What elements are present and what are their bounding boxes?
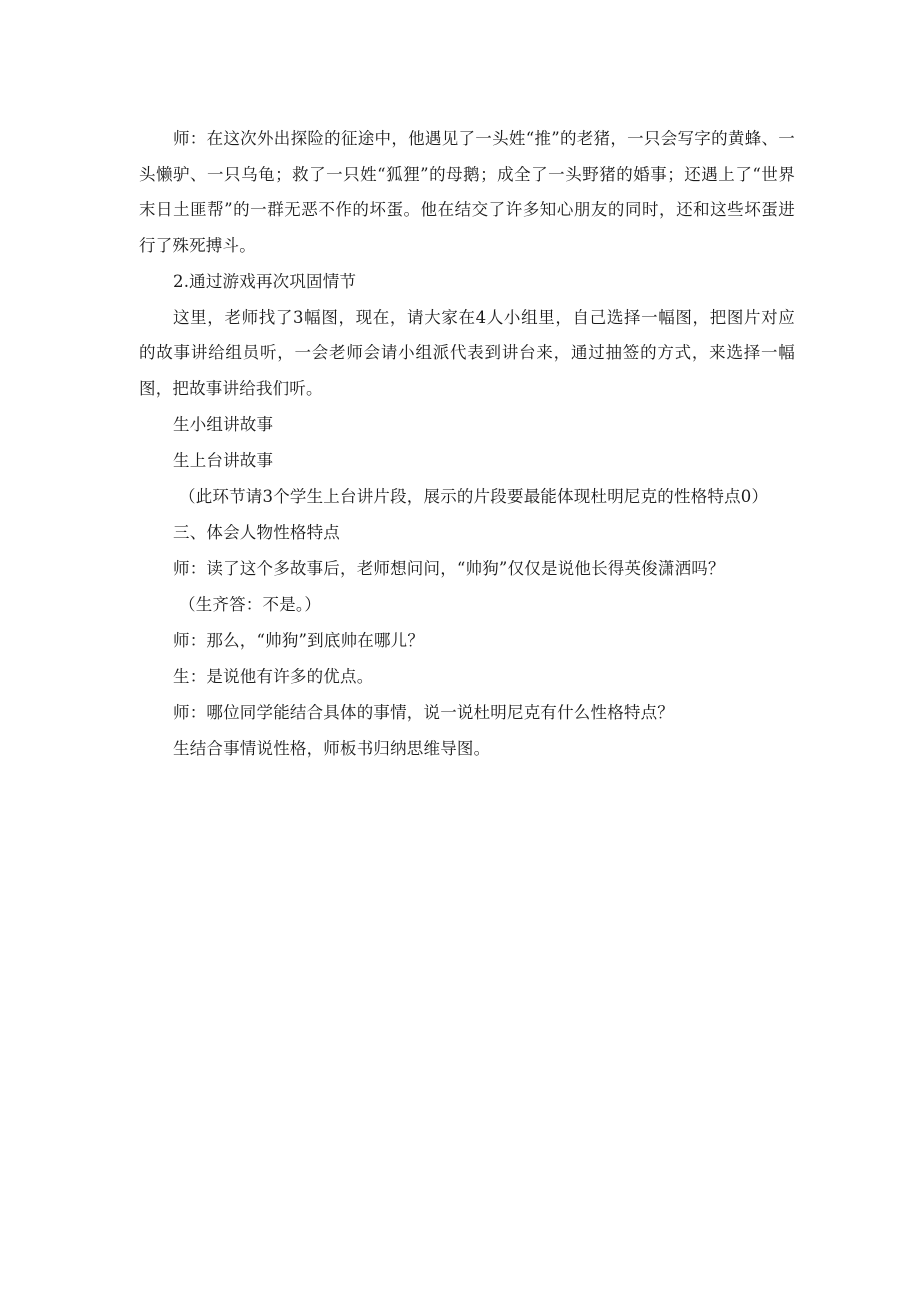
paragraph-teacher-journey: 师：在这次外出探险的征途中，他遇见了一头姓“推”的老猪，一只会写字的黄蜂、一头懒驴、一只乌龟；救了一只姓“狐狸”的母鹅；成全了一头野猪的婚事；还遇上了“世界末日土匪帮”的一群无恶不作的坏蛋。他在结交了许多知心朋友的同时，还和这些坏蛋进行了殊死搏斗。 [139, 129, 795, 255]
paragraph-student-answer-2: 生：是说他有许多的优点。 [173, 666, 374, 686]
paragraph-teacher-question-3: 师：哪位同学能结合具体的事情，说一说杜明尼克有什么性格特点？ [173, 702, 674, 722]
paragraph-note: （此环节请3个学生上台讲片段，展示的片段要最能体现杜明尼克的性格特点0） [179, 486, 769, 506]
paragraph-group-story: 生小组讲故事 [173, 414, 274, 434]
paragraph-teacher-question-2: 师：那么，“帅狗”到底帅在哪儿？ [173, 630, 425, 650]
paragraph-summary: 生结合事情说性格，师板书归纳思维导图。 [173, 738, 491, 758]
paragraph-picture-activity: 这里，老师找了3幅图，现在，请大家在4人小组里，自己选择一幅图，把图片对应的故事讲给组员听，一会老师会请小组派代表到讲台来，通过抽签的方式，来选择一幅图，把故事讲给我们听。 [139, 307, 795, 398]
heading-game-review: 2.通过游戏再次巩固情节 [173, 271, 357, 291]
paragraph-student-answer-1: （生齐答：不是。） [179, 594, 322, 614]
document-page [139, 121, 795, 767]
paragraph-teacher-question-1: 师：读了这个多故事后，老师想问问，“帅狗”仅仅是说他长得英俊潇洒吗？ [173, 558, 725, 578]
paragraph-stage-story: 生上台讲故事 [173, 450, 274, 470]
heading-character-traits: 三、体会人物性格特点 [173, 522, 340, 542]
